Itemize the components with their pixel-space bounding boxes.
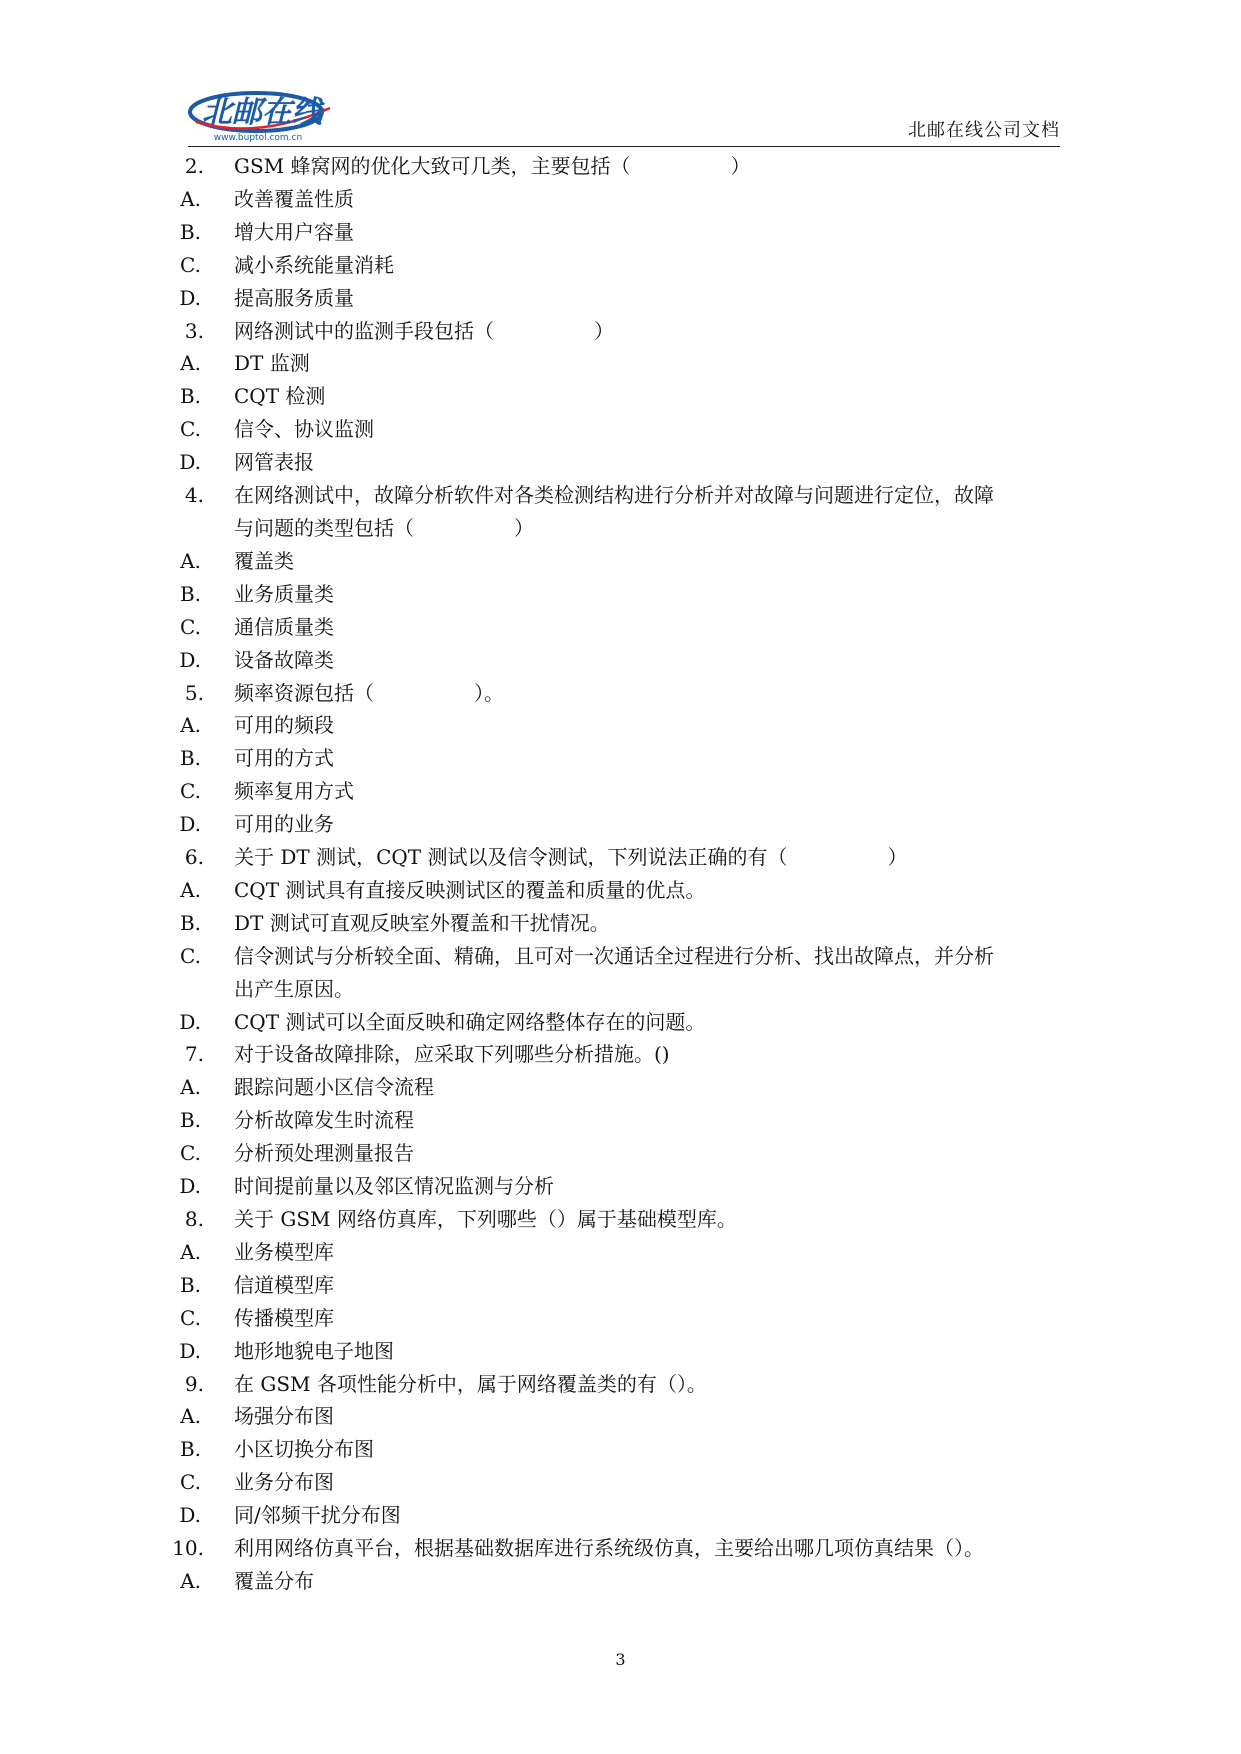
option-text: CQT 检测 xyxy=(234,384,326,409)
question-number xyxy=(158,512,234,545)
option-row xyxy=(158,808,1068,841)
question-text: 对于设备故障排除，应采取下列哪些分析措施。() xyxy=(234,1042,670,1067)
question-number: 2. xyxy=(184,154,204,178)
option-row xyxy=(158,940,1068,973)
option-row xyxy=(158,1499,1068,1532)
option-text: 业务模型库 xyxy=(234,1239,334,1264)
question-list xyxy=(158,150,1068,1598)
question-number: 6. xyxy=(184,845,204,870)
option-letter: C. xyxy=(180,1141,201,1166)
question-row xyxy=(158,841,1068,874)
option-text: 增大用户容量 xyxy=(234,219,354,244)
option-letter: C. xyxy=(180,1470,201,1495)
option-row xyxy=(158,907,1068,940)
option-row xyxy=(158,1170,1068,1203)
option-letter xyxy=(158,973,219,1006)
question-row xyxy=(158,1532,1068,1565)
option-row xyxy=(158,347,1068,380)
option-text: 网管表报 xyxy=(234,450,314,475)
option-letter: A. xyxy=(180,548,201,573)
option-text: 时间提前量以及邻区情况监测与分析 xyxy=(234,1174,554,1199)
option-text: 可用的方式 xyxy=(234,746,334,771)
option-letter: D. xyxy=(179,1009,201,1034)
question-row xyxy=(158,479,1068,512)
option-text: 改善覆盖性质 xyxy=(234,186,354,211)
option-row xyxy=(158,446,1068,479)
option-row xyxy=(158,413,1068,446)
option-letter: A. xyxy=(180,877,201,902)
question-row xyxy=(158,677,1068,710)
option-text: CQT 测试具有直接反映测试区的覆盖和质量的优点。 xyxy=(234,877,706,902)
page-header xyxy=(188,82,1060,147)
question-text: 在网络测试中，故障分析软件对各类检测结构进行分析并对故障与问题进行定位，故障 xyxy=(234,483,994,508)
option-letter: A. xyxy=(180,1239,201,1264)
option-text: DT 测试可直观反映室外覆盖和干扰情况。 xyxy=(234,910,610,935)
option-row xyxy=(158,742,1068,775)
question-number: 8. xyxy=(184,1207,204,1231)
option-row xyxy=(158,973,1068,1006)
option-text: 业务质量类 xyxy=(234,581,334,606)
question-text: 关于 DT 测试，CQT 测试以及信令测试，下列说法正确的有（ ） xyxy=(234,845,908,870)
option-text: 覆盖类 xyxy=(234,548,294,573)
option-text: 同/邻频干扰分布图 xyxy=(234,1503,401,1528)
question-text: 在 GSM 各项性能分析中，属于网络覆盖类的有（）。 xyxy=(234,1371,707,1396)
option-text: 业务分布图 xyxy=(234,1470,334,1495)
option-text: 地形地貌电子地图 xyxy=(234,1338,394,1363)
question-row xyxy=(158,150,1068,183)
option-letter: C. xyxy=(180,943,201,968)
option-text: 减小系统能量消耗 xyxy=(234,252,394,277)
question-row xyxy=(158,512,1068,545)
option-letter: B. xyxy=(179,219,201,244)
logo-url: www.buptol.com.cn xyxy=(213,133,303,143)
question-number: 4. xyxy=(184,483,204,508)
option-letter: B. xyxy=(179,746,201,771)
option-row xyxy=(158,380,1068,413)
question-number: 10. xyxy=(172,1536,204,1561)
question-text: 与问题的类型包括（ ） xyxy=(234,515,534,540)
option-letter: C. xyxy=(180,252,201,277)
option-letter: A. xyxy=(180,1404,201,1429)
question-row xyxy=(158,1038,1068,1071)
question-number: 5. xyxy=(184,680,204,705)
option-letter: D. xyxy=(179,812,201,837)
option-row xyxy=(158,1565,1068,1598)
option-letter: C. xyxy=(180,614,201,639)
question-number: 7. xyxy=(184,1042,204,1067)
doc-title: 北邮在线公司文档 xyxy=(908,120,1060,141)
option-text: 信令测试与分析较全面、精确，且可对一次通话全过程进行分析、找出故障点，并分析 xyxy=(234,943,994,968)
option-row xyxy=(158,1071,1068,1104)
question-row xyxy=(158,1368,1068,1401)
option-letter: D. xyxy=(179,285,201,310)
option-letter: B. xyxy=(179,1272,201,1297)
option-row xyxy=(158,1269,1068,1302)
option-text: 信令、协议监测 xyxy=(234,417,374,442)
option-row xyxy=(158,249,1068,282)
option-text: 信道模型库 xyxy=(234,1272,334,1297)
option-row xyxy=(158,282,1068,315)
option-letter: D. xyxy=(179,450,201,475)
option-row xyxy=(158,874,1068,907)
option-text: 覆盖分布 xyxy=(234,1568,314,1593)
option-row xyxy=(158,1433,1068,1466)
question-text: 关于 GSM 网络仿真库，下列哪些（）属于基础模型库。 xyxy=(234,1207,737,1231)
option-letter: B. xyxy=(179,1108,201,1133)
option-row xyxy=(158,216,1068,249)
option-letter: A. xyxy=(180,1568,201,1593)
option-letter: D. xyxy=(179,1338,201,1363)
option-text: 场强分布图 xyxy=(234,1404,334,1429)
option-letter: C. xyxy=(180,1305,201,1330)
option-letter: B. xyxy=(179,581,201,606)
option-text: 分析预处理测量报告 xyxy=(234,1141,414,1166)
option-letter: C. xyxy=(180,779,201,804)
option-text: 可用的频段 xyxy=(234,713,334,738)
question-text: 网络测试中的监测手段包括（ ） xyxy=(234,318,614,343)
option-row xyxy=(158,1006,1068,1039)
option-text: 分析故障发生时流程 xyxy=(234,1108,414,1133)
question-number: 3. xyxy=(184,318,204,343)
option-text: 可用的业务 xyxy=(234,812,334,837)
option-text: CQT 测试可以全面反映和确定网络整体存在的问题。 xyxy=(234,1009,706,1034)
option-row xyxy=(158,1137,1068,1170)
option-row xyxy=(158,644,1068,677)
question-text: 频率资源包括（ ）。 xyxy=(234,680,504,705)
option-row xyxy=(158,611,1068,644)
option-row xyxy=(158,1104,1068,1137)
option-row xyxy=(158,545,1068,578)
option-text: 跟踪问题小区信令流程 xyxy=(234,1075,434,1100)
option-text: 提高服务质量 xyxy=(234,285,354,310)
option-text: 频率复用方式 xyxy=(234,779,354,804)
option-letter: D. xyxy=(179,1503,201,1528)
option-letter: C. xyxy=(180,417,201,442)
option-letter: A. xyxy=(180,713,201,738)
option-text: 出产生原因。 xyxy=(234,976,354,1001)
option-letter: B. xyxy=(179,910,201,935)
option-letter: B. xyxy=(179,1437,201,1462)
option-text: 通信质量类 xyxy=(234,614,334,639)
option-letter: D. xyxy=(179,647,201,672)
option-letter: A. xyxy=(180,351,201,376)
option-letter: D. xyxy=(179,1174,201,1199)
option-text: 小区切换分布图 xyxy=(234,1437,374,1462)
question-number: 9. xyxy=(184,1371,204,1396)
option-row xyxy=(158,709,1068,742)
logo-text: 北邮在线 xyxy=(202,95,322,130)
question-row xyxy=(158,1203,1068,1236)
option-letter: A. xyxy=(180,186,201,211)
option-row xyxy=(158,1302,1068,1335)
buptol-logo-icon xyxy=(188,88,338,144)
question-text: 利用网络仿真平台，根据基础数据库进行系统级仿真，主要给出哪几项仿真结果（）。 xyxy=(234,1536,984,1561)
option-row xyxy=(158,1236,1068,1269)
option-row xyxy=(158,1335,1068,1368)
page-number: 3 xyxy=(615,1650,626,1669)
option-row xyxy=(158,1466,1068,1499)
option-text: 传播模型库 xyxy=(234,1305,334,1330)
option-letter: A. xyxy=(180,1075,201,1100)
option-row xyxy=(158,578,1068,611)
option-text: DT 监测 xyxy=(234,351,310,376)
question-text: GSM 蜂窝网的优化大致可几类，主要包括（ ） xyxy=(234,154,751,178)
option-text: 设备故障类 xyxy=(234,647,334,672)
option-row xyxy=(158,1400,1068,1433)
option-letter: B. xyxy=(179,384,201,409)
question-row xyxy=(158,315,1068,348)
option-row xyxy=(158,183,1068,216)
option-row xyxy=(158,775,1068,808)
